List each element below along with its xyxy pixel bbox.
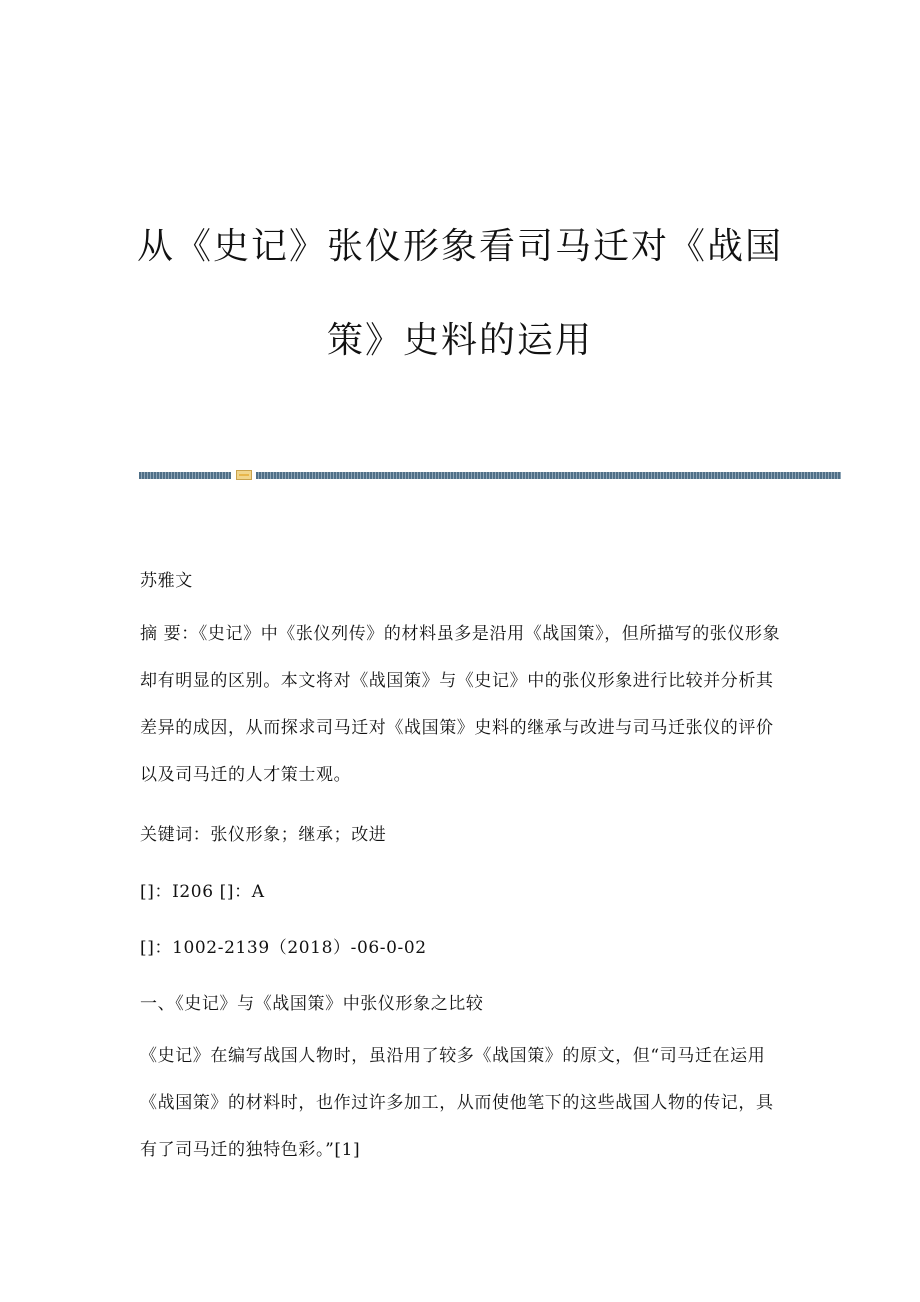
author-name: 苏雅文	[140, 571, 193, 591]
section-heading: 一、《史记》与《战国策》中张仪形象之比较	[140, 994, 484, 1014]
article-id-line: []：1002-2139（2018）-06-0-02	[140, 938, 427, 958]
document-title-line-1: 从《史记》张仪形象看司马迁对《战国	[136, 226, 783, 267]
classification-line: []：I206 []：A	[140, 882, 265, 902]
divider-bar-right	[256, 472, 841, 479]
title-divider	[139, 470, 841, 480]
divider-ornament-icon	[236, 470, 252, 480]
divider-bar-left	[139, 472, 231, 479]
abstract-paragraph: 摘 要：《史记》中《张仪列传》的材料虽多是沿用《战国策》，但所描写的张仪形象却有明显的区别。本文将对《战国策》与《史记》中的张仪形象进行比较并分析其差异的成因，从而探求司马迁对《战国策》史料的继承与改进与司马迁张仪的评价以及司马迁的人才策士观。	[140, 624, 781, 785]
keywords-line: 关键词：张仪形象；继承；改进	[140, 825, 387, 845]
body-paragraph: 《史记》在编写战国人物时，虽沿用了较多《战国策》的原文，但“司马迁在运用《战国策》的材料时，也作过许多加工，从而使他笔下的这些战国人物的传记，具有了司马迁的独特色彩。”[1]	[140, 1046, 774, 1160]
document-title-line-2: 策》史料的运用	[326, 320, 593, 361]
